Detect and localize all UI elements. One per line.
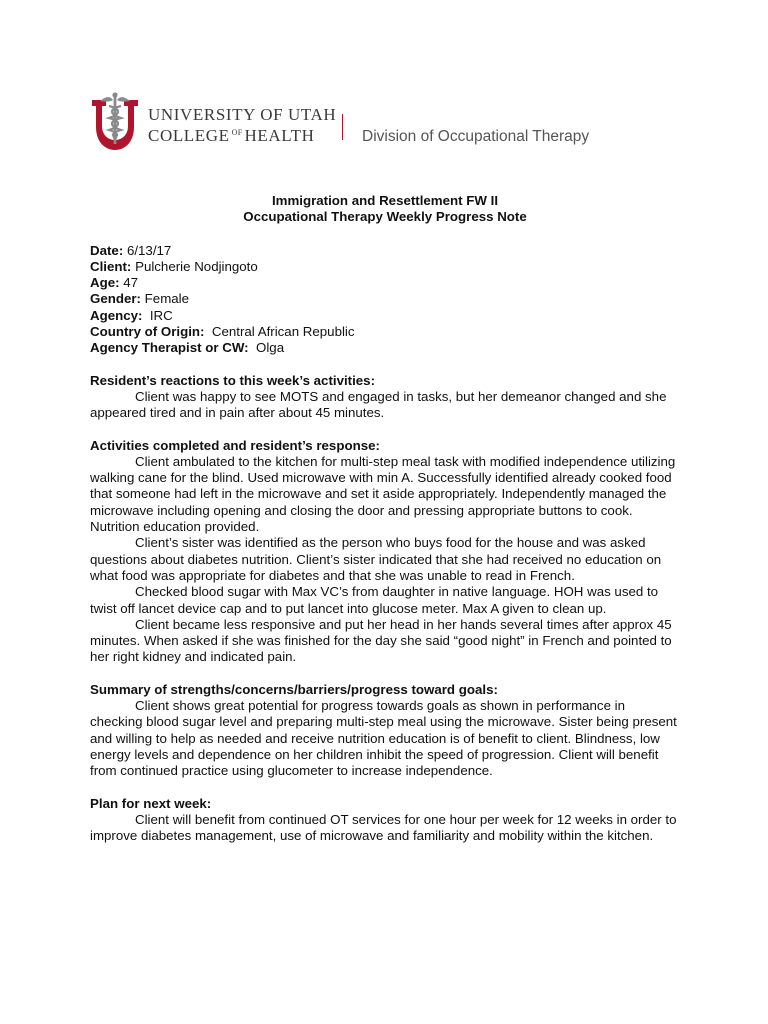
progress-note [90,193,680,844]
section-paragraph: Checked blood sugar with Max VC’s from daughter in native language. HOH was used to twist off lancet device cap and to put lancet into glucose meter. Max A given to clean up. [90,584,659,616]
field-label: Client: [90,258,132,274]
field-therapist [90,340,680,356]
college-line [148,124,336,145]
field-label: Gender: [90,291,141,307]
field-date [90,243,680,259]
university-line: UNIVERSITY OF UTAH [148,105,337,124]
field-gender [90,291,680,307]
field-value: IRC [142,307,173,323]
section-paragraph: Client ambulated to the kitchen for multi-step meal task with modified independence utilizing walking cane for the blind. Used microwave with min A. Successfully identified already cooked food that someone had left in the microwave and set it aside appropriately. Independently managed the microwave including opening and closing the door and pressing appropriate buttons to cook. Nutrition education provided. [90,453,676,535]
section-heading: Plan for next week: [90,795,212,811]
field-value: Central African Republic [204,324,355,340]
section-heading: Summary of strengths/concerns/barriers/progress toward goals: [90,681,498,697]
section-paragraph: Client’s sister was identified as the person who buys food for the house and was asked questions about diabetes nutrition. Client’s sister indicated that she had received no education on what food was appropriate for diabetes and that she was unable to read in French. [90,535,662,583]
section-reactions [90,373,680,422]
section-heading: Resident’s reactions to this week’s activities: [90,372,375,388]
field-value: 6/13/17 [123,242,172,258]
caduceus-icon [90,92,140,154]
field-value: Pulcherie Nodjingoto [131,258,258,274]
field-age [90,275,680,291]
college-of: OF [231,128,243,137]
section-paragraph: Client became less responsive and put her head in her hands several times after approx 45 minutes. When asked if she was finished for the day she said “good night” in French and pointed to her right kidney and indicated pain. [90,616,672,665]
section-paragraph: Client shows great potential for progress towards goals as shown in performance in checking blood sugar level and preparing multi-step meal using the microwave. Sister being present and willing to help as needed and receive nutrition education is of benefit to client. Blindness, low energy levels and dependence on her children inhibit the speed of progression. Client will benefit from continued practice using glucometer to increase independence. [90,698,677,779]
header-divider [342,114,343,140]
section-activities [90,438,680,666]
field-label: Agency Therapist or CW: [90,340,249,356]
division-name: Division of Occupational Therapy [362,128,590,145]
field-label: Agency: [90,307,143,323]
field-country [90,324,680,340]
field-value: Olga [248,340,285,356]
college-word: COLLEGE [148,126,230,145]
field-client [90,259,680,275]
field-agency [90,308,680,324]
section-heading: Activities completed and resident’s response: [90,437,380,453]
field-label: Date: [90,242,124,258]
section-paragraph: Client was happy to see MOTS and engaged in tasks, but her demeanor changed and she appeared tired and in pain after about 45 minutes. [90,388,667,421]
section-summary [90,682,680,780]
section-plan [90,796,680,845]
university-name [148,106,336,145]
section-paragraph: Client will benefit from continued OT services for one hour per week for 12 weeks in order to improve diabetes management, use of microwave and familiarity and mobility within the kitchen. [90,811,677,844]
field-label: Age: [90,275,120,291]
college-health: HEALTH [244,126,315,145]
field-value: Female [140,291,190,307]
field-value: 47 [119,275,139,291]
field-label: Country of Origin: [90,324,205,340]
document-title-line2: Occupational Therapy Weekly Progress Note [243,209,527,225]
document-title-line1: Immigration and Resettlement FW II [271,193,499,208]
client-info [90,243,680,357]
letterhead [90,92,650,154]
